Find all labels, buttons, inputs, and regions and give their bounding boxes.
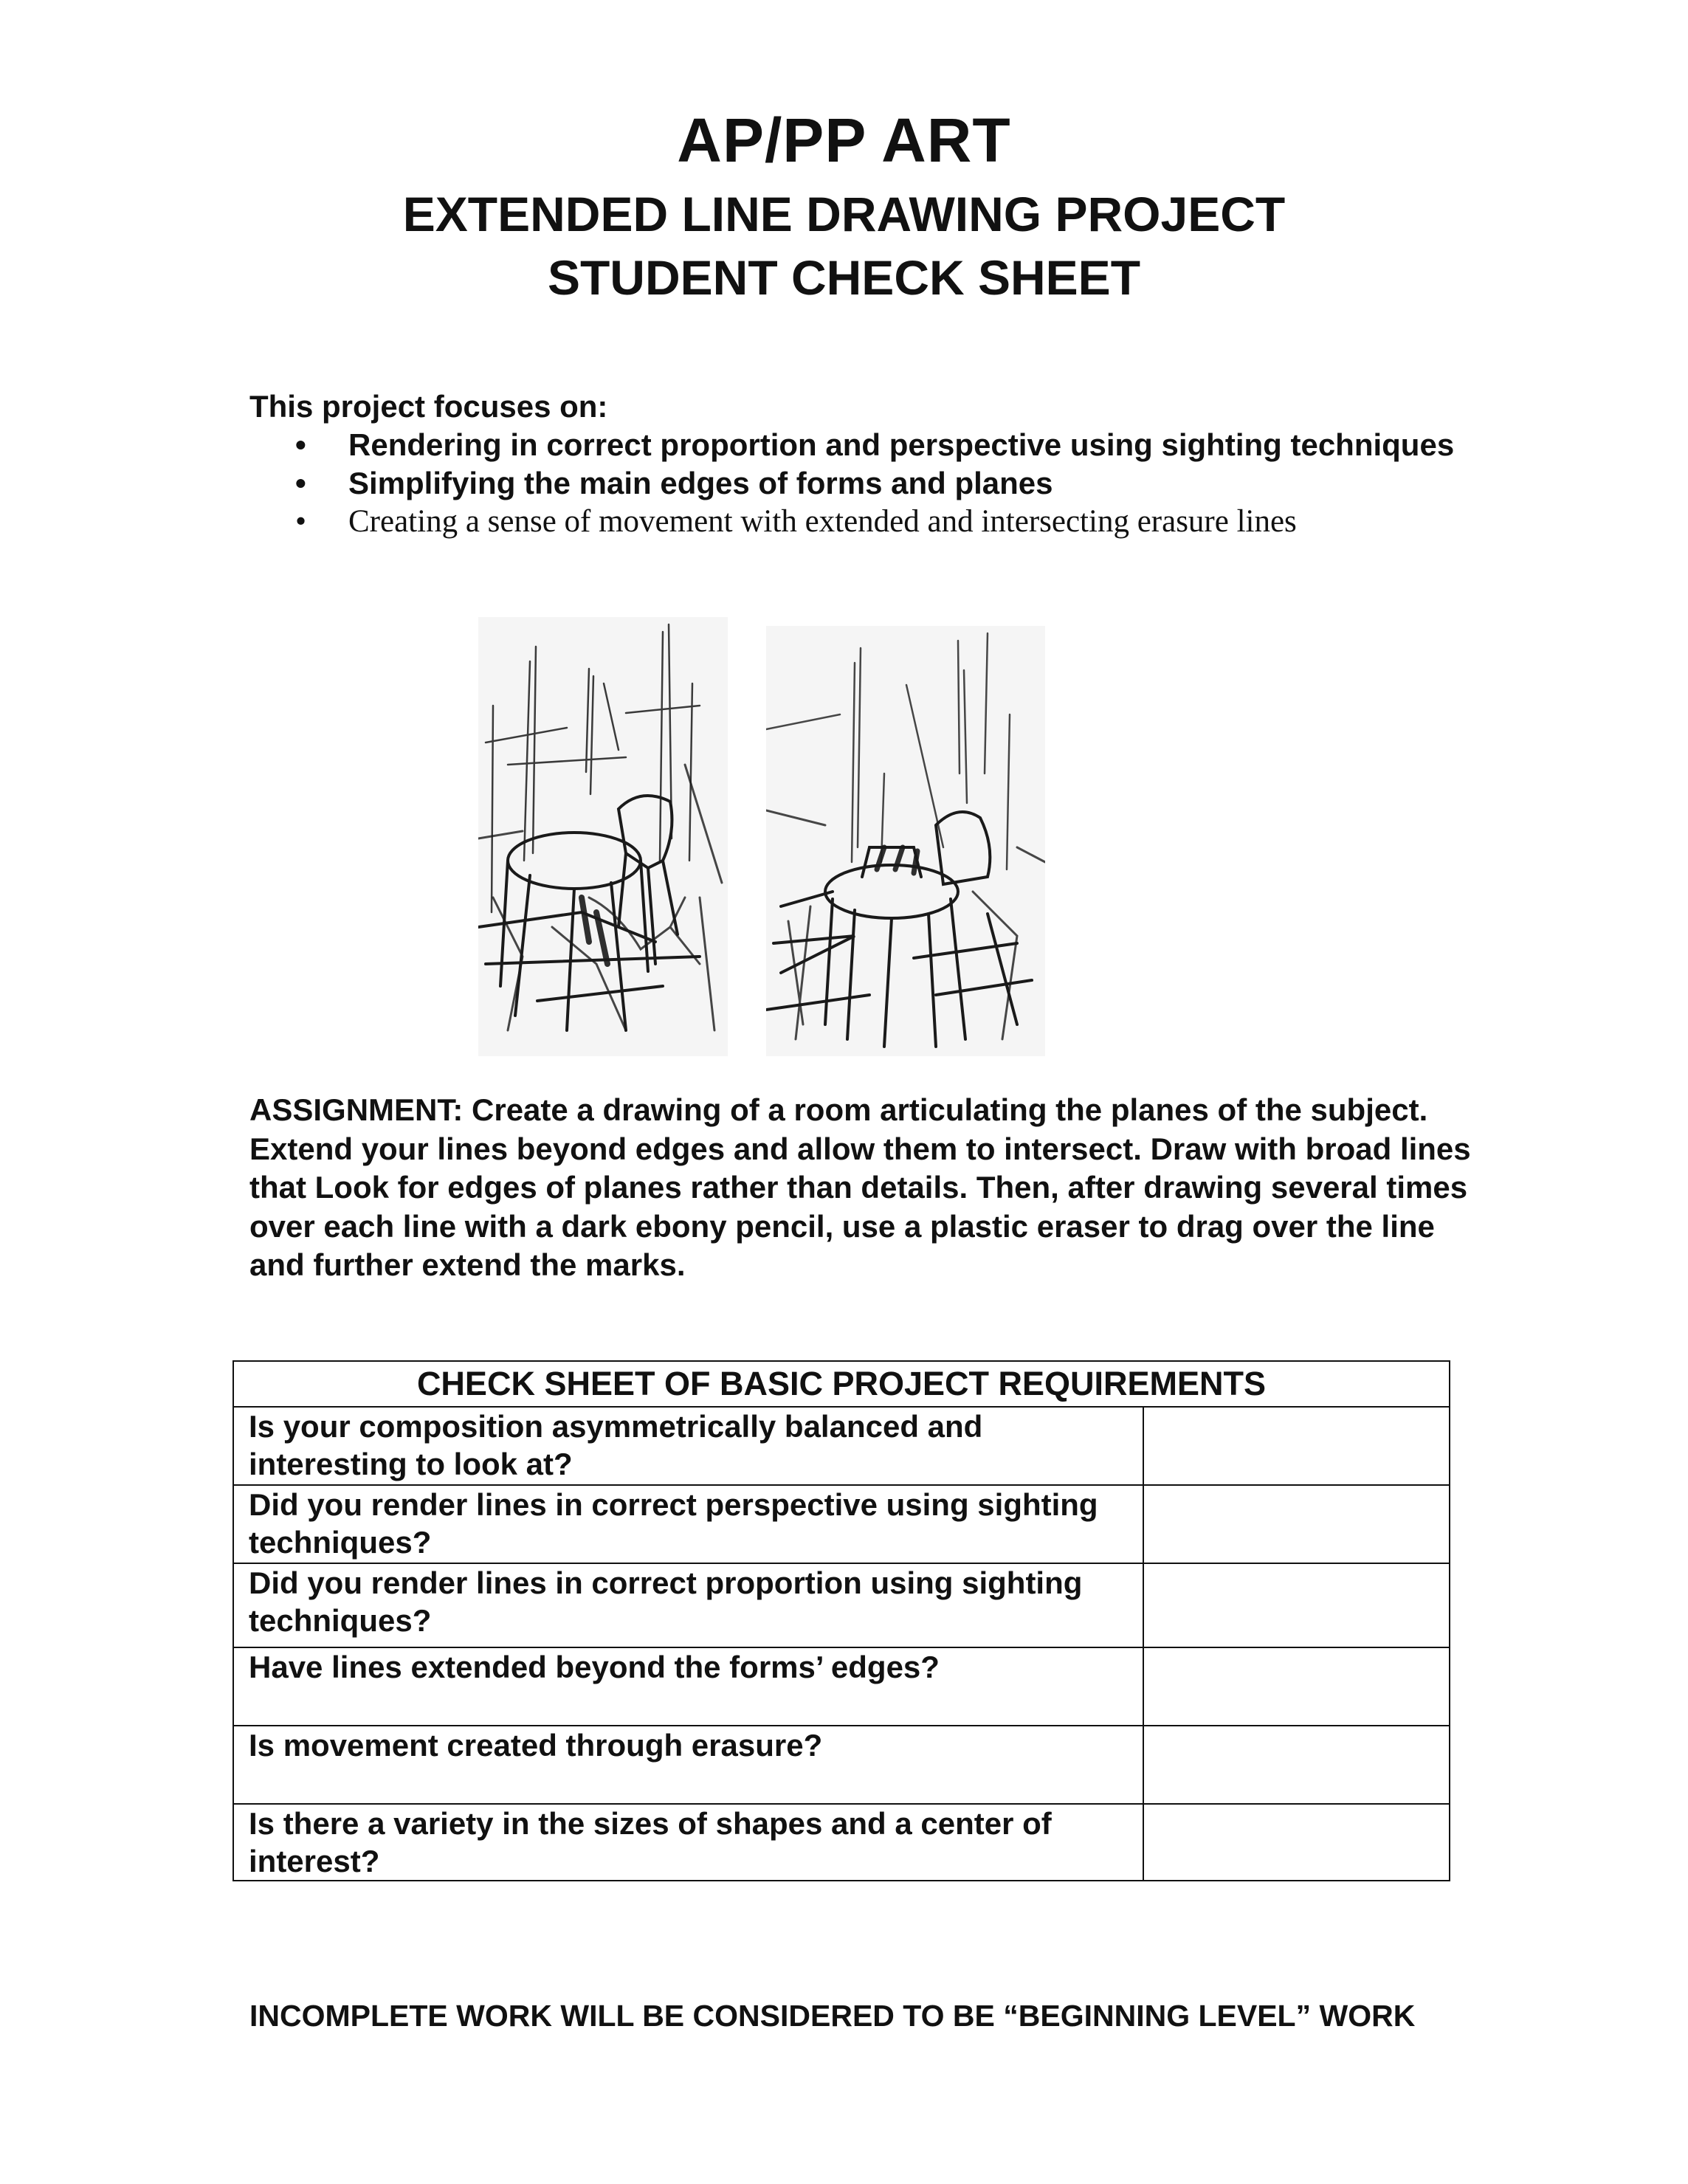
focus-intro: This project focuses on: [249, 389, 608, 424]
focus-item [249, 503, 1504, 541]
table-row [233, 1407, 1450, 1485]
focus-item-text: Simplifying the main edges of forms and planes [348, 466, 1053, 500]
table-row [233, 1726, 1450, 1804]
assignment-paragraph: ASSIGNMENT: Create a drawing of a room articulating the planes of the subject. Extend your lines beyond edges and allow them to intersect. Draw with broad lines that Look for edges of planes rather than details. Then, after drawing several times over each line with a dark ebony pencil, use a plastic eraser to drag over the line and further extend the marks. [249, 1092, 1471, 1282]
requirement-question: Have lines extended beyond the forms’ edges? [233, 1647, 1143, 1726]
check-box-cell[interactable] [1143, 1485, 1450, 1563]
bullet-icon: • [295, 504, 307, 539]
focus-item-text: Creating a sense of movement with extended and intersecting erasure lines [348, 504, 1297, 539]
focus-item [249, 464, 1504, 503]
requirement-question: Is movement created through erasure? [233, 1726, 1143, 1804]
sketch-image-right [766, 626, 1045, 1056]
sheet-title: STUDENT CHECK SHEET [547, 250, 1141, 305]
bullet-icon: • [295, 427, 306, 462]
footer-note: INCOMPLETE WORK WILL BE CONSIDERED TO BE “BEGINNING LEVEL” WORK [249, 1999, 1416, 2033]
project-title: EXTENDED LINE DRAWING PROJECT [402, 187, 1286, 241]
focus-list [249, 426, 1504, 541]
table-row [233, 1804, 1450, 1881]
focus-section [249, 387, 1504, 541]
assignment-text [249, 1091, 1475, 1285]
check-box-cell[interactable] [1143, 1563, 1450, 1647]
requirement-question: Did you render lines in correct proportion using sighting techniques? [233, 1563, 1143, 1647]
table-row [233, 1647, 1450, 1726]
sketch-image-left [478, 617, 728, 1056]
requirement-question: Is your composition asymmetrically balanced and interesting to look at? [233, 1407, 1143, 1485]
requirement-question: Is there a variety in the sizes of shapes and a center of interest? [233, 1804, 1143, 1881]
table-row [233, 1485, 1450, 1563]
table-row [233, 1563, 1450, 1647]
bullet-icon: • [295, 466, 306, 500]
requirement-question: Did you render lines in correct perspective using sighting techniques? [233, 1485, 1143, 1563]
focus-item [249, 426, 1504, 464]
focus-item-text: Rendering in correct proportion and perspective using sighting techniques [348, 427, 1455, 462]
page-title: AP/PP ART [677, 106, 1011, 175]
check-sheet-table [232, 1360, 1450, 1881]
check-box-cell[interactable] [1143, 1407, 1450, 1485]
check-sheet-title: CHECK SHEET OF BASIC PROJECT REQUIREMENTS [233, 1361, 1450, 1407]
check-box-cell[interactable] [1143, 1804, 1450, 1881]
check-box-cell[interactable] [1143, 1726, 1450, 1804]
check-box-cell[interactable] [1143, 1647, 1450, 1726]
